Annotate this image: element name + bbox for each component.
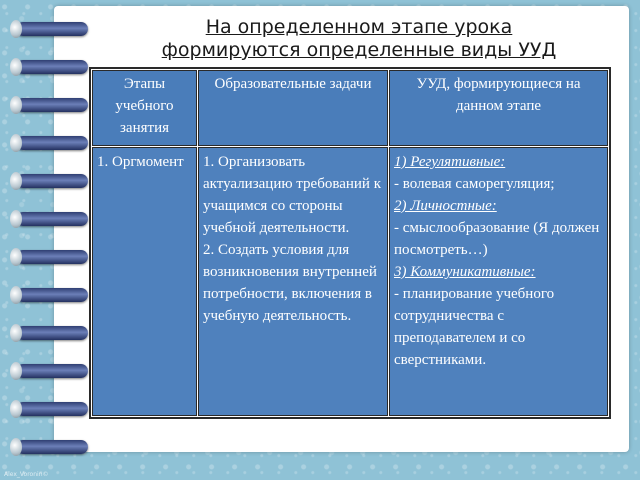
author-credit: Alex_Voronin© bbox=[4, 471, 49, 478]
uud-heading-personal: 2) Личностные: bbox=[394, 198, 497, 214]
task-item: 2. Создать условия для возникновения внутренней потребности, включения в учебную деятельность. bbox=[203, 242, 377, 324]
slide-title-line1: На определенном этапе урока bbox=[205, 16, 513, 38]
uud-heading-communicative: 3) Коммуникативные: bbox=[394, 264, 536, 280]
uud-text-personal: - смыслообразование (Я должен посмотреть…) bbox=[394, 220, 600, 258]
binder-ring-icon bbox=[16, 440, 88, 454]
binder-ring-icon bbox=[16, 136, 88, 150]
table-header-row bbox=[92, 70, 609, 147]
header-stages: Этапы учебного занятия bbox=[92, 70, 198, 147]
binder-ring-icon bbox=[16, 288, 88, 302]
binder-ring-icon bbox=[16, 250, 88, 264]
binder-ring-icon bbox=[16, 22, 88, 36]
cell-stage: 1. Оргмомент bbox=[92, 147, 198, 417]
binder-ring-icon bbox=[16, 326, 88, 340]
uud-text-communicative: - планирование учебного сотрудничества с преподавателем и со сверстниками. bbox=[394, 286, 555, 368]
binder-ring-icon bbox=[16, 60, 88, 74]
header-tasks: Образовательные задачи bbox=[198, 70, 389, 147]
binder-ring-icon bbox=[16, 402, 88, 416]
binder-rings bbox=[16, 8, 100, 480]
uud-table bbox=[91, 69, 609, 417]
slide-title-line2: формируются определенные виды УУД bbox=[161, 39, 557, 61]
uud-text-regulative: - волевая саморегуляция; bbox=[394, 176, 555, 192]
binder-ring-icon bbox=[16, 98, 88, 112]
task-item: 1. Организовать актуализацию требований к учащимся со стороны учебной деятельности. bbox=[203, 154, 381, 236]
slide-title bbox=[94, 16, 624, 62]
header-uud: УУД, формирующиеся на данном этапе bbox=[389, 70, 609, 147]
cell-uud bbox=[389, 147, 609, 417]
binder-ring-icon bbox=[16, 174, 88, 188]
cell-tasks bbox=[198, 147, 389, 417]
uud-heading-regulative: 1) Регулятивные: bbox=[394, 154, 506, 170]
binder-ring-icon bbox=[16, 364, 88, 378]
binder-ring-icon bbox=[16, 212, 88, 226]
table-row bbox=[92, 147, 609, 417]
